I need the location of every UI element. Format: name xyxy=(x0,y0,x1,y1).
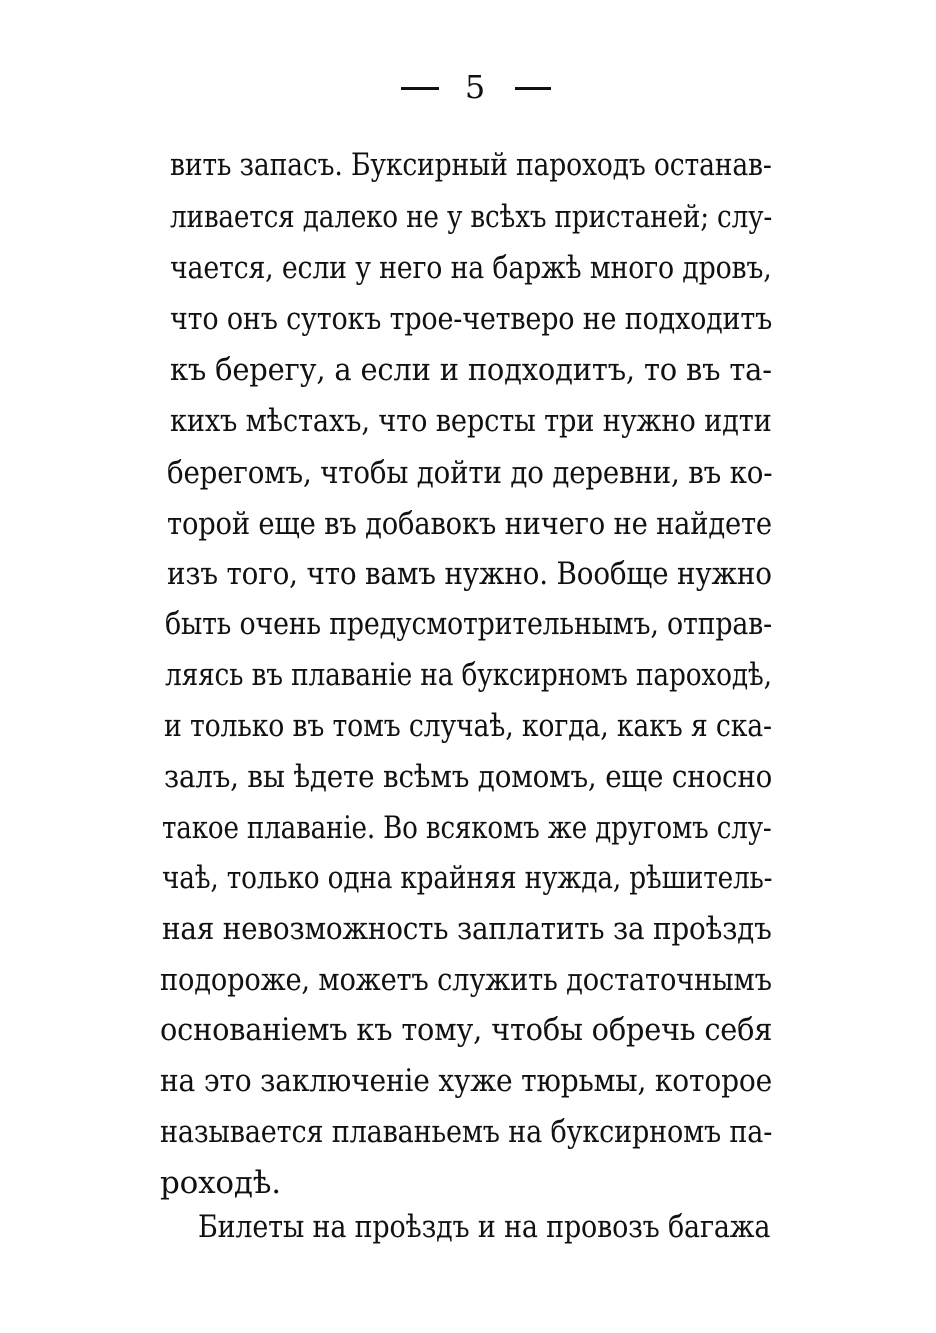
text-line: такое плаваніе. Во всякомъ же другомъ слу- xyxy=(162,810,772,846)
text-line: къ берегу, а если и подходитъ, то въ та- xyxy=(170,352,772,388)
text-line: ная невозможность заплатить за проѣздъ xyxy=(162,911,772,947)
header-dash-right xyxy=(515,87,551,90)
text-line: быть очень предусмотрительнымъ, отправ- xyxy=(165,606,772,642)
page-number: 5 xyxy=(464,68,486,106)
header-dash-left xyxy=(401,87,439,90)
text-line: что онъ сутокъ трое-четверо не подходитъ xyxy=(170,301,773,337)
text-line: залъ, вы ѣдете всѣмъ домомъ, еще сносно xyxy=(164,759,773,795)
text-line: основаніемъ къ тому, чтобы обречь себя xyxy=(160,1012,773,1048)
text-line: и только въ томъ случаѣ, когда, какъ я ска- xyxy=(164,708,772,744)
text-line: роходѣ. xyxy=(160,1165,281,1201)
text-line: берегомъ, чтобы дойти до деревни, въ ко- xyxy=(167,455,773,491)
text-line: ливается далеко не у всѣхъ пристаней; слу- xyxy=(170,199,773,235)
text-line: кихъ мѣстахъ, что версты три нужно идти xyxy=(170,403,772,439)
text-line: чаѣ, только одна крайняя нужда, рѣшитель- xyxy=(162,860,773,896)
text-line: на это заключеніе хуже тюрьмы, которое xyxy=(160,1063,772,1099)
paragraph-first-line: Билеты на проѣздъ и на провозъ багажа xyxy=(198,1209,771,1245)
text-line: изъ того, что вамъ нужно. Вообще нужно xyxy=(167,556,772,592)
text-line: подороже, можетъ служить достаточнымъ xyxy=(160,962,772,998)
text-line: ляясь въ плаваніе на буксирномъ пароходѣ, xyxy=(165,657,772,693)
text-line: называется плаваньемъ на буксирномъ па- xyxy=(160,1114,773,1150)
page-header xyxy=(0,62,936,112)
text-line: чается, если у него на баржѣ много дровъ, xyxy=(170,250,772,286)
text-line: торой еще въ добавокъ ничего не найдете xyxy=(167,506,772,542)
text-line: вить запасъ. Буксирный пароходъ останав- xyxy=(170,147,772,183)
